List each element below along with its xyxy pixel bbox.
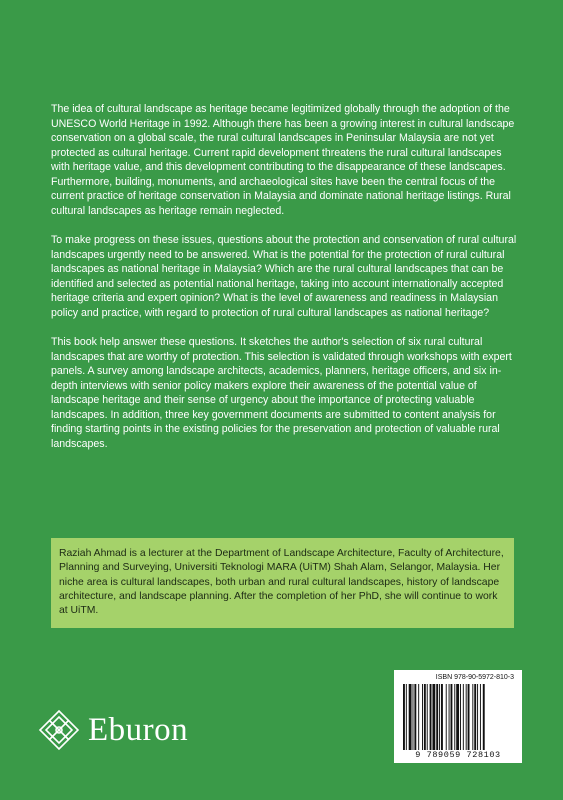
author-bio-box (51, 538, 514, 628)
barcode-bar (472, 684, 473, 750)
barcode-bar (418, 684, 419, 750)
author-bio-text: Raziah Ahmad is a lecturer at the Department of Landscape Architecture, Faculty of Architecture, Planning and Surveying, Universiti Teknologi MARA (UiTM) Shah Alam, Selangor, Malaysia. Her niche area is cultural landscapes, both urban and rural cultural landscapes, history of landscape architecture, and landscape planning. After the completion of her PhD, she will continue to work at UiTM. (59, 548, 504, 617)
isbn-label: ISBN 978-90-5972-810-3 (435, 674, 514, 681)
barcode-bar (414, 684, 416, 750)
barcode-bar (439, 684, 440, 750)
barcode-bar (474, 684, 476, 750)
blurb-paragraph-3: This book help answer these questions. It sketches the author's selection of six rural cultural landscapes that are worthy of protection. This selection is validated through workshops with expert panels. A survey among landscape architects, academics, planners, heritage officers, and six in-depth interviews with senior policy makers explore their awareness of the potential value of landscape heritage and their sense of urgency about the importance of protecting valuable landscapes. In addition, three key government documents are submitted to content analysis for finding starting points in the existing policies for the preservation and protection of valuable rural landscapes. (51, 336, 512, 450)
barcode-bar (483, 684, 485, 750)
barcode-bar (403, 684, 405, 750)
barcode-bar (449, 684, 450, 750)
eburon-logo-icon (37, 708, 81, 752)
blurb-paragraph-2: To make progress on these issues, questions about the protection and conservation of rural cultural landscapes urgently need to be answered. What is the potential for the protection of rural cultural landscapes as national heritage in Malaysia? Which are the rural cultural landscapes that can be identified and selected as potential national heritage, taking into account internationally accepted heritage criteria and expert opinion? What is the level of awareness and readiness in Malaysian policy and practice, with regard to protection of rural cultural landscapes as national heritage? (51, 234, 517, 319)
barcode-box (394, 670, 522, 763)
barcode-bar (424, 684, 426, 750)
barcode-bars (402, 684, 514, 750)
barcode-bar (463, 684, 464, 750)
barcode-bar (441, 684, 443, 750)
publisher-logo (37, 708, 257, 752)
barcode-bar (480, 684, 481, 750)
barcode-number: 9 789059 728103 (415, 750, 501, 760)
blurb-paragraph-1: The idea of cultural landscape as heritage became legitimized globally through the adoption of the UNESCO World Heritage in 1992. Although there has been a growing interest in cultural landscape conservation on a global scale, the rural cultural landscapes in Peninsular Malaysia are not yet protected as cultural heritage. Current rapid development threatens the rural cultural landscapes with heritage value, and this development contributing to the disappearance of these landscapes. Furthermore, building, monuments, and archaeological sites have been the central focus of the current practice of heritage conservation in Malaysia and dominate national heritage listings. Rural cultural landscapes as heritage remain neglected. (51, 103, 515, 217)
barcode-bar (436, 684, 438, 750)
barcode-bar (446, 684, 447, 750)
barcode-bar (406, 684, 407, 750)
barcode-bar (409, 684, 412, 750)
barcode-bar (413, 684, 414, 750)
barcode-bar (422, 684, 423, 750)
barcode-bar (430, 684, 432, 750)
publisher-name: Eburon (88, 712, 189, 748)
barcode-bar (477, 684, 478, 750)
blurb (51, 102, 521, 466)
barcode-bar (456, 684, 459, 750)
barcode-bar (427, 684, 428, 750)
barcode-bar (466, 684, 467, 750)
barcode-bar (432, 684, 435, 750)
barcode-bar (460, 684, 461, 750)
barcode-bar (468, 684, 470, 750)
barcode-bar (451, 684, 453, 750)
barcode-bar (454, 684, 455, 750)
